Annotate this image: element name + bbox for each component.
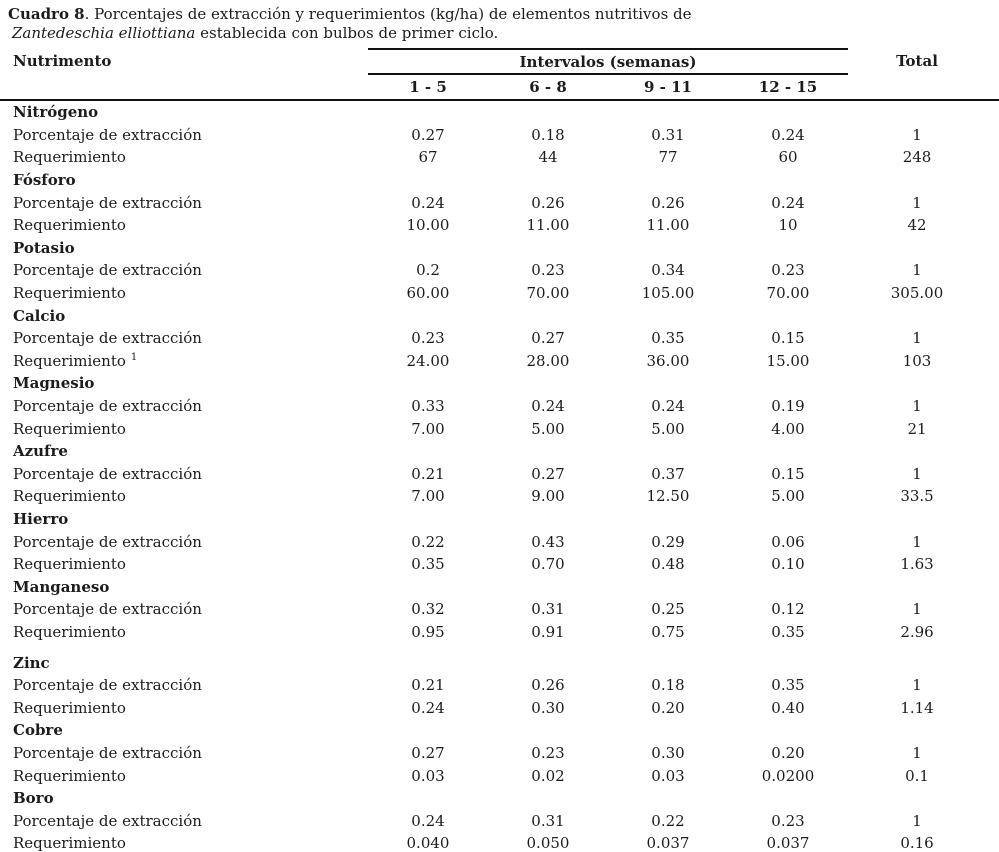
column-header-interval-6-8: 6 - 8	[488, 74, 608, 100]
interval-value: 0.23	[411, 329, 445, 348]
nutrient-section-row	[0, 372, 999, 395]
interval-value: 0.70	[531, 555, 565, 574]
interval-value: 0.75	[651, 622, 685, 641]
interval-value: 0.35	[411, 555, 445, 574]
nutrient-section-row	[0, 169, 999, 192]
nutrient-section-row	[0, 719, 999, 742]
caption-text-line2: establecida con bulbos de primer ciclo.	[195, 24, 499, 42]
row-label: Porcentaje de extracción	[13, 261, 202, 280]
interval-value: 0.34	[651, 261, 685, 280]
interval-value: 0.95	[411, 622, 445, 641]
extraction-row	[0, 674, 999, 697]
interval-value: 5.00	[771, 487, 805, 506]
interval-value: 0.35	[651, 329, 685, 348]
interval-value: 5.00	[651, 419, 685, 438]
interval-value: 0.23	[531, 743, 565, 762]
row-label: Requerimiento	[13, 834, 126, 852]
requirement-row	[0, 485, 999, 508]
requirement-row	[0, 282, 999, 305]
interval-value: 0.23	[771, 261, 805, 280]
interval-value: 28.00	[526, 351, 570, 370]
header-row-group	[0, 49, 999, 74]
total-value: 2.96	[900, 622, 934, 641]
row-label: Requerimiento	[13, 622, 126, 641]
requirement-row	[0, 350, 999, 373]
nutrient-name: Boro	[13, 789, 54, 808]
total-value: 1	[912, 464, 922, 483]
nutrient-section-row	[0, 100, 999, 124]
total-value: 1	[912, 811, 922, 830]
row-label: Requerimiento	[13, 698, 126, 717]
total-value: 1	[912, 329, 922, 348]
requirement-row	[0, 214, 999, 237]
interval-value: 0.27	[411, 125, 445, 144]
interval-value: 0.02	[531, 766, 565, 785]
interval-value: 0.03	[651, 766, 685, 785]
extraction-row	[0, 742, 999, 765]
interval-value: 0.23	[531, 261, 565, 280]
nutrient-section-row	[0, 508, 999, 531]
interval-value: 0.27	[531, 464, 565, 483]
nutrient-section-row	[0, 440, 999, 463]
nutrient-extraction-table	[0, 48, 999, 852]
total-value: 33.5	[900, 487, 934, 506]
interval-value: 70.00	[526, 284, 570, 303]
nutrient-name: Magnesio	[13, 374, 95, 393]
interval-value: 7.00	[411, 487, 445, 506]
interval-value: 0.30	[531, 698, 565, 717]
interval-value: 0.30	[651, 743, 685, 762]
total-value: 1	[912, 397, 922, 416]
interval-value: 60.00	[406, 284, 450, 303]
interval-value: 0.32	[411, 600, 445, 619]
interval-value: 0.15	[771, 464, 805, 483]
total-value: 1	[912, 743, 922, 762]
interval-value: 10.00	[406, 216, 450, 235]
column-header-interval-12-15: 12 - 15	[728, 74, 848, 100]
extraction-row	[0, 530, 999, 553]
extraction-row	[0, 327, 999, 350]
total-value: 305.00	[890, 284, 944, 303]
total-value: 1	[912, 261, 922, 280]
interval-value: 0.15	[771, 329, 805, 348]
interval-value: 0.27	[531, 329, 565, 348]
requirement-row	[0, 553, 999, 576]
nutrient-name: Potasio	[13, 238, 75, 257]
interval-value: 0.43	[531, 532, 565, 551]
interval-value: 105.00	[641, 284, 695, 303]
row-label: Porcentaje de extracción	[13, 397, 202, 416]
interval-value: 0.27	[411, 743, 445, 762]
interval-value: 24.00	[406, 351, 450, 370]
nutrient-name: Cobre	[13, 721, 63, 740]
interval-value: 11.00	[526, 216, 570, 235]
total-value: 103	[902, 351, 932, 370]
interval-value: 0.25	[651, 600, 685, 619]
interval-value: 0.26	[531, 193, 565, 212]
nutrient-section-row	[0, 787, 999, 810]
row-label: Porcentaje de extracción	[13, 532, 202, 551]
nutrient-name: Azufre	[13, 442, 68, 461]
row-label: Requerimiento	[13, 216, 126, 235]
interval-value: 0.22	[651, 811, 685, 830]
interval-value: 0.23	[771, 811, 805, 830]
table-header	[0, 49, 999, 100]
requirement-row	[0, 696, 999, 719]
total-value: 1	[912, 532, 922, 551]
interval-value: 10	[778, 216, 798, 235]
nutrient-section-row	[0, 304, 999, 327]
interval-value: 0.18	[651, 676, 685, 695]
nutrient-section-row	[0, 575, 999, 598]
total-value: 42	[907, 216, 927, 235]
column-header-total: Total	[848, 49, 999, 100]
requirement-row	[0, 146, 999, 169]
interval-value: 77	[658, 148, 678, 167]
extraction-row	[0, 809, 999, 832]
interval-value: 0.037	[766, 834, 810, 852]
row-label: Porcentaje de extracción	[13, 811, 202, 830]
interval-value: 7.00	[411, 419, 445, 438]
row-label: Requerimiento	[13, 766, 126, 785]
row-label: Porcentaje de extracción	[13, 676, 202, 695]
total-value: 1	[912, 676, 922, 695]
table-caption	[8, 5, 991, 43]
column-header-nutrimento: Nutrimento	[0, 49, 368, 100]
interval-value: 0.20	[771, 743, 805, 762]
row-label: Porcentaje de extracción	[13, 464, 202, 483]
interval-value: 0.10	[771, 555, 805, 574]
row-label: Porcentaje de extracción	[13, 193, 202, 212]
interval-value: 0.24	[411, 698, 445, 717]
interval-value: 0.48	[651, 555, 685, 574]
interval-value: 4.00	[771, 419, 805, 438]
interval-value: 0.037	[646, 834, 690, 852]
interval-value: 0.22	[411, 532, 445, 551]
interval-value: 0.37	[651, 464, 685, 483]
requirement-row	[0, 832, 999, 852]
interval-value: 0.18	[531, 125, 565, 144]
caption-species-name: Zantedeschia elliottiana	[12, 24, 196, 42]
requirement-row	[0, 621, 999, 644]
row-label: Porcentaje de extracción	[13, 743, 202, 762]
caption-text-line1: . Porcentajes de extracción y requerimientos (kg/ha) de elementos nutritivos de	[84, 5, 692, 23]
requirement-row	[0, 764, 999, 787]
interval-value: 0.050	[526, 834, 570, 852]
column-header-interval-1-5: 1 - 5	[368, 74, 488, 100]
row-label: Requerimiento	[13, 284, 126, 303]
total-value: 1.63	[900, 555, 934, 574]
nutrient-name: Zinc	[13, 653, 50, 672]
total-value: 1	[912, 600, 922, 619]
extraction-row	[0, 395, 999, 418]
interval-value: 0.24	[771, 193, 805, 212]
table-body	[0, 100, 999, 852]
interval-value: 0.40	[771, 698, 805, 717]
row-label: Requerimiento	[13, 148, 126, 167]
interval-value: 0.35	[771, 622, 805, 641]
interval-value: 9.00	[531, 487, 565, 506]
row-label: Requerimiento $^1$	[13, 351, 138, 370]
interval-value: 0.21	[411, 464, 445, 483]
total-value: 1	[912, 125, 922, 144]
interval-value: 0.31	[651, 125, 685, 144]
row-label: Porcentaje de extracción	[13, 600, 202, 619]
interval-value: 0.24	[411, 193, 445, 212]
interval-value: 0.24	[531, 397, 565, 416]
nutrient-name: Fósforo	[13, 171, 76, 190]
interval-value: 67	[418, 148, 438, 167]
interval-value: 0.19	[771, 397, 805, 416]
interval-value: 0.26	[651, 193, 685, 212]
row-label: Porcentaje de extracción	[13, 329, 202, 348]
row-label: Requerimiento	[13, 555, 126, 574]
interval-value: 0.24	[651, 397, 685, 416]
interval-value: 0.2	[416, 261, 440, 280]
interval-value: 0.06	[771, 532, 805, 551]
interval-value: 60	[778, 148, 798, 167]
interval-value: 0.31	[531, 600, 565, 619]
interval-value: 44	[538, 148, 558, 167]
nutrient-section-row	[0, 643, 999, 674]
interval-value: 11.00	[646, 216, 690, 235]
interval-value: 12.50	[646, 487, 690, 506]
nutrient-name: Nitrógeno	[13, 103, 99, 122]
interval-value: 70.00	[766, 284, 810, 303]
row-label: Requerimiento	[13, 419, 126, 438]
interval-value: 0.21	[411, 676, 445, 695]
nutrient-section-row	[0, 237, 999, 260]
extraction-row	[0, 191, 999, 214]
footnote-marker: 1	[130, 351, 138, 363]
interval-value: 0.35	[771, 676, 805, 695]
extraction-row	[0, 259, 999, 282]
interval-value: 0.33	[411, 397, 445, 416]
total-value: 1	[912, 193, 922, 212]
interval-value: 0.29	[651, 532, 685, 551]
extraction-row	[0, 124, 999, 147]
total-value: 248	[902, 148, 932, 167]
column-group-header-intervals: Intervalos (semanas)	[368, 49, 848, 74]
interval-value: 0.24	[411, 811, 445, 830]
caption-line2	[8, 24, 498, 42]
caption-label: Cuadro 8	[8, 5, 85, 23]
total-value: 0.1	[905, 766, 929, 785]
total-value: 0.16	[900, 834, 934, 852]
interval-value: 15.00	[766, 351, 810, 370]
interval-value: 0.12	[771, 600, 805, 619]
interval-value: 0.91	[531, 622, 565, 641]
interval-value: 0.040	[406, 834, 450, 852]
column-header-interval-9-11: 9 - 11	[608, 74, 728, 100]
interval-value: 0.20	[651, 698, 685, 717]
interval-value: 0.03	[411, 766, 445, 785]
interval-value: 36.00	[646, 351, 690, 370]
nutrient-name: Calcio	[13, 306, 66, 325]
interval-value: 0.24	[771, 125, 805, 144]
total-value: 21	[907, 419, 927, 438]
row-label: Requerimiento	[13, 487, 126, 506]
interval-value: 0.31	[531, 811, 565, 830]
nutrient-name: Manganeso	[13, 577, 110, 596]
extraction-row	[0, 463, 999, 486]
interval-value: 5.00	[531, 419, 565, 438]
extraction-row	[0, 598, 999, 621]
nutrient-name: Hierro	[13, 509, 69, 528]
interval-value: 0.26	[531, 676, 565, 695]
row-label: Porcentaje de extracción	[13, 125, 202, 144]
total-value: 1.14	[900, 698, 934, 717]
requirement-row	[0, 417, 999, 440]
interval-value: 0.0200	[761, 766, 815, 785]
